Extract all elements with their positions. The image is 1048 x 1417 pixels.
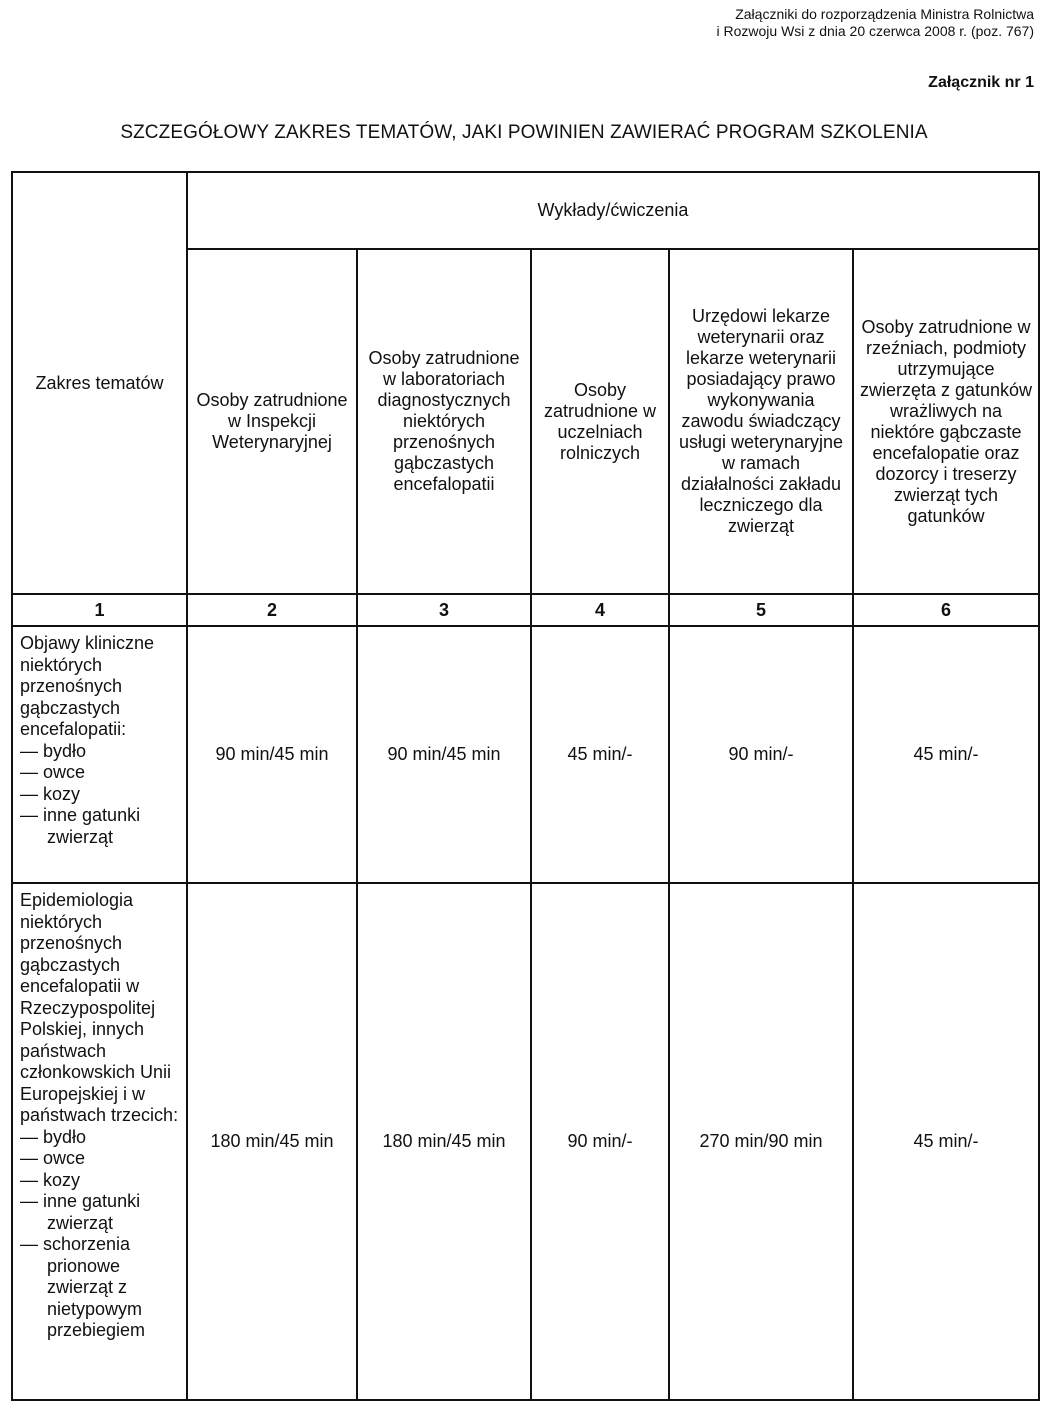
topic-subitem: — inne gatunki zwierząt <box>20 1191 141 1233</box>
column-header-veterinary-inspection: Osoby zatrudnione w Inspekcji Weterynaryjnej <box>187 249 357 594</box>
page-title: SZCZEGÓŁOWY ZAKRES TEMATÓW, JAKI POWINIEN ZAWIERAĆ PROGRAM SZKOLENIA <box>120 122 928 143</box>
time-cell: 90 min/45 min <box>357 626 531 883</box>
regulation-reference <box>717 6 1034 40</box>
topic-cell <box>12 626 187 883</box>
time-cell: 90 min/- <box>531 883 669 1400</box>
topic-subitem: — schorzenia prionowe zwierząt z nietypowym przebiegiem <box>20 1234 146 1340</box>
column-header-diagnostic-labs: Osoby zatrudnione w laboratoriach diagnostycznych niektórych przenośnych gąbczastych encefalopatii <box>357 249 531 594</box>
table-row <box>12 883 1039 1400</box>
topic-text: Epidemiologia niektórych przenośnych gąbczastych encefalopatii w Rzeczypospolitej Polskiej, innych państwach członkowskich Unii Europejskiej i w państwach trzecich: <box>20 890 179 1125</box>
time-cell: 180 min/45 min <box>357 883 531 1400</box>
column-header-veterinarians: Urzędowi lekarze weterynarii oraz lekarze weterynarii posiadający prawo wykonywania zawodu świadczący usługi weterynaryjne w ramach działalności zakładu leczniczego dla zwierząt <box>669 249 853 594</box>
column-number: 2 <box>187 594 357 626</box>
annex-label: Załącznik nr 1 <box>928 74 1034 91</box>
time-cell: 45 min/- <box>531 626 669 883</box>
topic-subitem: — bydło <box>20 740 87 761</box>
topic-subitem: — kozy <box>20 1169 81 1190</box>
topic-subitem: — kozy <box>20 783 81 804</box>
column-number-row <box>12 594 1039 626</box>
column-number: 6 <box>853 594 1039 626</box>
column-header-slaughterhouses-keepers: Osoby zatrudnione w rzeźniach, podmioty utrzymujące zwierzęta z gatunków wrażliwych na niektóre gąbczaste encefalopatie oraz dozorcy i treserzy zwierząt tych gatunków <box>853 249 1039 594</box>
time-cell: 45 min/- <box>853 626 1039 883</box>
topic-text: Objawy kliniczne niektórych przenośnych gąbczastych encefalopatii: <box>20 633 155 739</box>
topic-subitem: — bydło <box>20 1126 87 1147</box>
table-row <box>12 626 1039 883</box>
regulation-reference-line1: Załączniki do rozporządzenia Ministra Rolnictwa <box>735 6 1034 22</box>
column-number: 5 <box>669 594 853 626</box>
column-number: 1 <box>12 594 187 626</box>
time-cell: 45 min/- <box>853 883 1039 1400</box>
time-cell: 90 min/45 min <box>187 626 357 883</box>
column-number: 3 <box>357 594 531 626</box>
time-cell: 270 min/90 min <box>669 883 853 1400</box>
topic-subitem: — owce <box>20 762 86 782</box>
column-header-agricultural-universities: Osoby zatrudnione w uczelniach rolniczych <box>531 249 669 594</box>
column-number: 4 <box>531 594 669 626</box>
topic-subitem: — owce <box>20 1148 86 1168</box>
time-cell: 180 min/45 min <box>187 883 357 1400</box>
topic-subitem: — inne gatunki zwierząt <box>20 805 141 847</box>
regulation-reference-line2: i Rozwoju Wsi z dnia 20 czerwca 2008 r. (poz. 767) <box>716 23 1034 39</box>
training-program-table <box>11 171 1040 1401</box>
time-cell: 90 min/- <box>669 626 853 883</box>
lectures-exercises-header: Wykłady/ćwiczenia <box>187 172 1039 249</box>
topic-cell <box>12 883 187 1400</box>
topic-column-header: Zakres tematów <box>12 172 187 594</box>
